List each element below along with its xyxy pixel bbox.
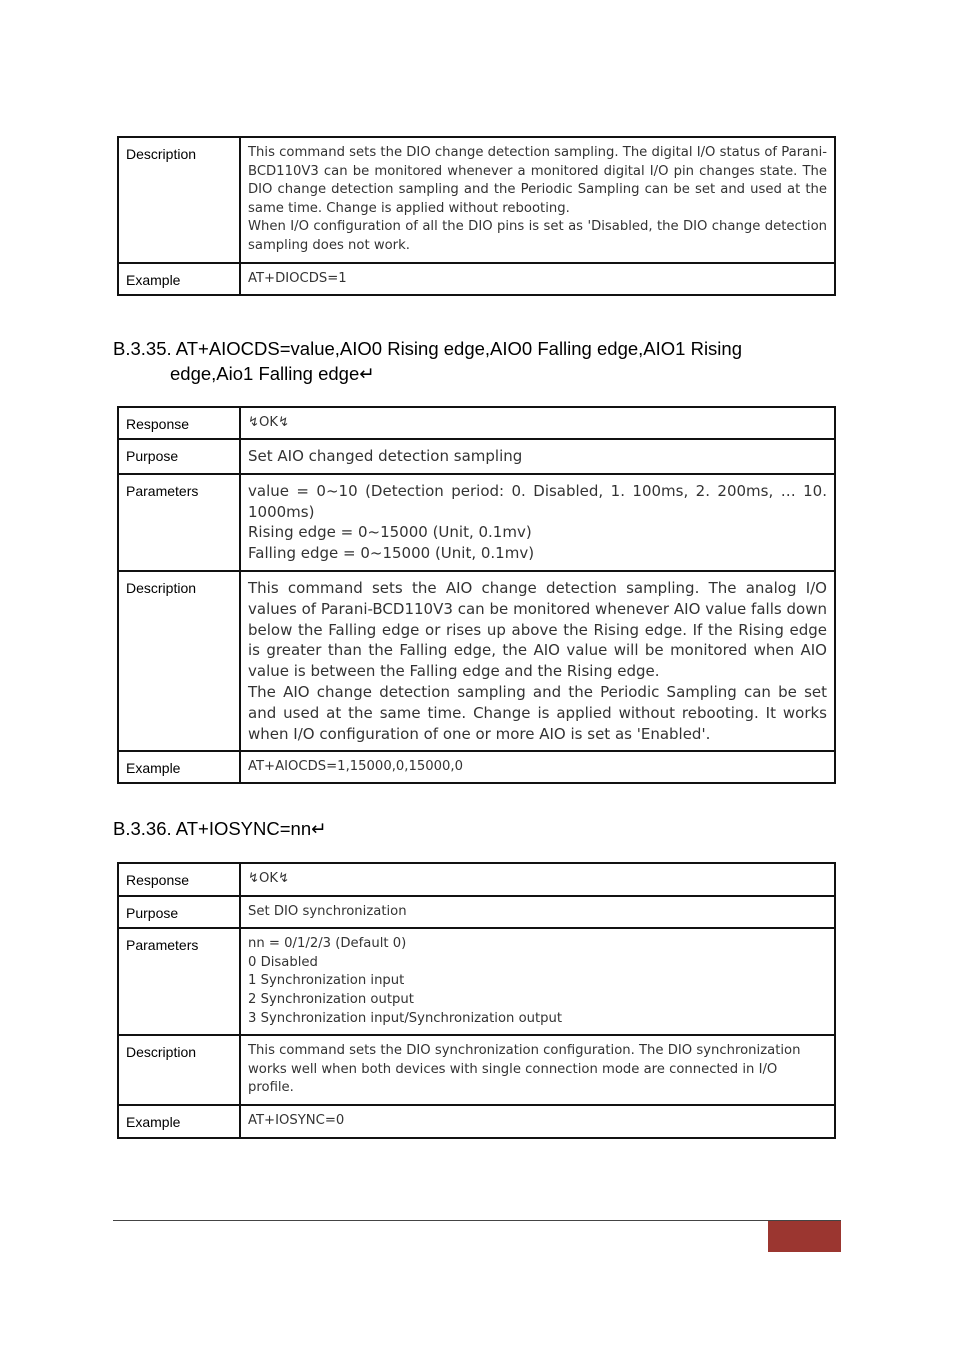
parameter-line: 3 Synchronization input/Synchronization output — [248, 1010, 563, 1026]
purpose-row — [118, 439, 835, 474]
example-label: Example — [118, 263, 240, 296]
example-value: AT+IOSYNC=0 — [240, 1105, 835, 1138]
dio-cds-table — [117, 136, 836, 296]
purpose-value: Set AIO changed detection sampling — [240, 439, 835, 474]
purpose-label: Purpose — [118, 439, 240, 474]
parameter-line: 0 Disabled — [248, 954, 318, 970]
response-label: Response — [118, 863, 240, 896]
section-heading-b335 — [113, 336, 742, 386]
parameter-line: value = 0~10 (Detection period: 0. Disabled, 1. 100ms, 2. 200ms, … 10. 1000ms) — [248, 481, 827, 521]
parameters-row — [118, 474, 835, 571]
parameters-row — [118, 928, 835, 1035]
purpose-value: Set DIO synchronization — [240, 896, 835, 929]
response-row — [118, 407, 835, 439]
parameters-value — [240, 474, 835, 571]
heading-line: edge,Aio1 Falling edge↵ — [170, 363, 375, 384]
parameters-label: Parameters — [118, 474, 240, 571]
purpose-label: Purpose — [118, 896, 240, 929]
description-value — [240, 571, 835, 751]
example-label: Example — [118, 751, 240, 783]
parameters-label: Parameters — [118, 928, 240, 1035]
parameter-line: Rising edge = 0~15000 (Unit, 0.1mv) — [248, 523, 532, 542]
parameter-line: 1 Synchronization input — [248, 973, 405, 989]
page-number-box — [768, 1221, 841, 1252]
description-line: This command sets the DIO change detection sampling. The digital I/O status of Parani-BCD110V3 can be monitored whenever a monitored digital I/O pin changes state. The DIO change detection sampling and the Periodic Sampling can be set and used at the same time. Change is applied without rebooting. — [248, 145, 827, 216]
example-value: AT+DIOCDS=1 — [240, 263, 835, 296]
heading-line: B.3.35. AT+AIOCDS=value,AIO0 Rising edge,AIO0 Falling edge,AIO1 Rising — [113, 338, 742, 359]
example-row — [118, 1105, 835, 1138]
response-row — [118, 863, 835, 896]
description-label: Description — [118, 571, 240, 751]
description-line: The AIO change detection sampling and the Periodic Sampling can be set and used at the same time. Change is applied without rebooting. It works when I/O configuration of one or more AIO is set as 'Enabled'. — [248, 682, 827, 743]
example-label: Example — [118, 1105, 240, 1138]
description-value: This command sets the DIO synchronization configuration. The DIO synchronization works well when both devices with single connection mode are connected in I/O profile. — [240, 1035, 835, 1105]
parameters-value — [240, 928, 835, 1035]
response-label: Response — [118, 407, 240, 439]
example-row — [118, 263, 835, 296]
purpose-row — [118, 896, 835, 929]
description-row — [118, 571, 835, 751]
example-row — [118, 751, 835, 783]
iosync-table — [117, 862, 836, 1139]
aiocds-table — [117, 406, 836, 784]
parameter-line: 2 Synchronization output — [248, 991, 414, 1007]
parameter-line: Falling edge = 0~15000 (Unit, 0.1mv) — [248, 544, 535, 563]
description-row — [118, 1035, 835, 1105]
parameter-line: nn = 0/1/2/3 (Default 0) — [248, 936, 407, 952]
description-label: Description — [118, 1035, 240, 1105]
description-value — [240, 137, 835, 263]
description-line: When I/O configuration of all the DIO pins is set as 'Disabled, the DIO change detection sampling does not work. — [248, 219, 827, 253]
description-label: Description — [118, 137, 240, 263]
response-value: ↯OK↯ — [240, 407, 835, 439]
footer-rule — [113, 1220, 841, 1221]
example-value: AT+AIOCDS=1,15000,0,15000,0 — [240, 751, 835, 783]
description-line: This command sets the AIO change detection sampling. The analog I/O values of Parani-BCD110V3 can be monitored whenever AIO value falls down below the Falling edge or rises up above the Rising edge. If the Rising edge is greater than the Falling edge, the AIO value will be monitored when AIO value is between the Falling edge and the Rising edge. — [248, 578, 827, 681]
response-value: ↯OK↯ — [240, 863, 835, 896]
description-row — [118, 137, 835, 263]
section-heading-b336: B.3.36. AT+IOSYNC=nn↵ — [113, 818, 327, 839]
